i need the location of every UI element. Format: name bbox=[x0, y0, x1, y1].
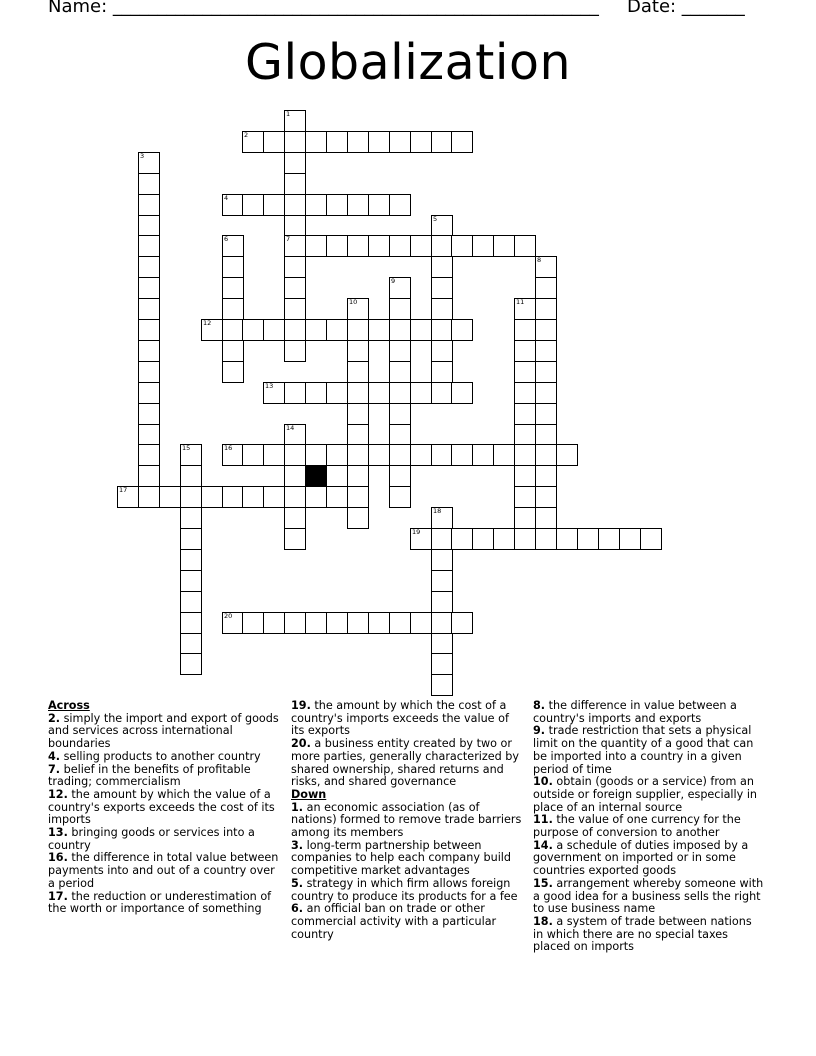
clue-number: 11 bbox=[516, 298, 525, 306]
grid-cell[interactable] bbox=[242, 486, 264, 508]
clue-number: 5 bbox=[433, 215, 438, 223]
grid-cell[interactable] bbox=[347, 444, 369, 466]
grid-cell[interactable] bbox=[138, 173, 160, 195]
puzzle-title: Globalization bbox=[244, 34, 572, 91]
clue-across-20: 20. a business entity created by two or more parties, generally characterized by shared ownership, shared returns and risks, and shared governance bbox=[291, 737, 520, 789]
grid-cell[interactable] bbox=[138, 444, 160, 466]
clue-number: 13 bbox=[265, 382, 274, 390]
grid-cell[interactable] bbox=[535, 403, 557, 425]
grid-cell[interactable] bbox=[535, 486, 557, 508]
grid-cell[interactable] bbox=[431, 298, 453, 320]
grid-cell[interactable] bbox=[431, 256, 453, 278]
grid-cell[interactable] bbox=[451, 382, 473, 404]
date-field: Date: _______ bbox=[627, 0, 745, 17]
clue-down-3: 3. long-term partnership between companies to help each company build competitive market advantages bbox=[291, 838, 512, 878]
grid-cell[interactable] bbox=[284, 298, 306, 320]
grid-cell[interactable] bbox=[389, 319, 411, 341]
grid-cell[interactable] bbox=[535, 507, 557, 529]
grid-cell[interactable] bbox=[347, 507, 369, 529]
grid-cell[interactable] bbox=[347, 298, 369, 320]
grid-cell[interactable] bbox=[514, 528, 536, 550]
clue-across-12: 12. the amount by which the value of a country's exports exceeds the cost of its imports bbox=[48, 787, 275, 827]
grid-cell[interactable] bbox=[201, 319, 223, 341]
grid-cell[interactable] bbox=[347, 612, 369, 634]
grid-cell[interactable] bbox=[535, 361, 557, 383]
grid-cell[interactable] bbox=[472, 528, 494, 550]
grid-cell[interactable] bbox=[389, 277, 411, 299]
grid-cell[interactable] bbox=[263, 194, 285, 216]
clue-across-4: 4. selling products to another country bbox=[48, 749, 261, 763]
grid-cell[interactable] bbox=[389, 340, 411, 362]
clue-across-19: 19. the amount by which the cost of a country's imports exceeds the value of its exports bbox=[291, 699, 509, 738]
grid-cell[interactable] bbox=[431, 444, 453, 466]
grid-cell[interactable] bbox=[242, 612, 264, 634]
grid-cell[interactable] bbox=[222, 298, 244, 320]
grid-cell[interactable] bbox=[514, 465, 536, 487]
grid-cell[interactable] bbox=[138, 298, 160, 320]
grid-cell[interactable] bbox=[242, 194, 264, 216]
grid-cell[interactable] bbox=[284, 444, 306, 466]
down-heading: Down bbox=[291, 787, 327, 801]
clue-down-10: 10. obtain (goods or a service) from an outside or foreign supplier, especially in place of an internal source bbox=[533, 775, 758, 814]
grid-cell[interactable] bbox=[431, 591, 453, 613]
grid-cell[interactable] bbox=[242, 131, 264, 153]
grid-cell[interactable] bbox=[284, 465, 306, 487]
grid-cell[interactable] bbox=[138, 235, 160, 257]
clue-number: 6 bbox=[224, 235, 229, 243]
clue-down-1: 1. an economic association (as of nations) formed to remove trade barriers among its members bbox=[291, 800, 522, 840]
grid-cell[interactable] bbox=[389, 194, 411, 216]
grid-cell[interactable] bbox=[138, 465, 160, 487]
clue-down-15: 15. arrangement whereby someone with a good idea for a business sells the right to use business name bbox=[533, 876, 764, 916]
grid-cell[interactable] bbox=[222, 361, 244, 383]
grid-cell[interactable] bbox=[514, 444, 536, 466]
grid-cell[interactable] bbox=[305, 131, 327, 153]
grid-cell[interactable] bbox=[326, 235, 348, 257]
grid-cell[interactable] bbox=[410, 444, 432, 466]
grid-cell[interactable] bbox=[431, 633, 453, 655]
clue-across-13: 13. bringing goods or services into a country bbox=[48, 826, 255, 852]
clue-down-9: 9. trade restriction that sets a physical limit on the quantity of a good that can be imported into a country in a given period of time bbox=[533, 724, 754, 776]
grid-cell[interactable] bbox=[305, 612, 327, 634]
grid-cell[interactable] bbox=[389, 298, 411, 320]
grid-cell[interactable] bbox=[263, 319, 285, 341]
grid-cell[interactable] bbox=[284, 256, 306, 278]
grid-cell[interactable] bbox=[347, 235, 369, 257]
grid-cell[interactable] bbox=[180, 486, 202, 508]
grid-cell[interactable] bbox=[159, 486, 181, 508]
grid-cell[interactable] bbox=[263, 131, 285, 153]
grid-cell[interactable] bbox=[347, 424, 369, 446]
clues-column-2 bbox=[291, 700, 523, 941]
grid-cell[interactable] bbox=[117, 486, 139, 508]
clues-column-3 bbox=[533, 700, 765, 954]
grid-cell[interactable] bbox=[347, 361, 369, 383]
clue-number: 16 bbox=[224, 444, 233, 452]
grid-cell[interactable] bbox=[368, 235, 390, 257]
grid-cell[interactable] bbox=[410, 382, 432, 404]
grid-cell[interactable] bbox=[222, 256, 244, 278]
grid-cell[interactable] bbox=[326, 612, 348, 634]
grid-cell[interactable] bbox=[305, 319, 327, 341]
clue-number: 7 bbox=[286, 235, 291, 243]
clue-number: 8 bbox=[537, 256, 542, 264]
grid-cell[interactable] bbox=[389, 382, 411, 404]
grid-cell[interactable] bbox=[222, 612, 244, 634]
grid-cell[interactable] bbox=[138, 403, 160, 425]
grid-cell[interactable] bbox=[451, 612, 473, 634]
grid-cell[interactable] bbox=[535, 340, 557, 362]
grid-cell[interactable] bbox=[556, 528, 578, 550]
grid-cell[interactable] bbox=[514, 486, 536, 508]
grid-cell[interactable] bbox=[347, 403, 369, 425]
grid-cell[interactable] bbox=[326, 486, 348, 508]
grid-cell[interactable] bbox=[431, 361, 453, 383]
grid-cell[interactable] bbox=[389, 424, 411, 446]
grid-cell[interactable] bbox=[389, 403, 411, 425]
clue-number: 12 bbox=[203, 319, 212, 327]
clue-down-8: 8. the difference in value between a country's imports and exports bbox=[533, 699, 737, 725]
grid-cell[interactable] bbox=[451, 235, 473, 257]
grid-cell[interactable] bbox=[389, 235, 411, 257]
grid-cell[interactable] bbox=[389, 361, 411, 383]
clue-number: 1 bbox=[286, 110, 291, 118]
grid-cell[interactable] bbox=[368, 444, 390, 466]
grid-cell[interactable] bbox=[284, 507, 306, 529]
grid-cell[interactable] bbox=[535, 424, 557, 446]
clue-number: 10 bbox=[349, 298, 358, 306]
grid-cell[interactable] bbox=[451, 528, 473, 550]
grid-cell[interactable] bbox=[577, 528, 599, 550]
grid-cell[interactable] bbox=[263, 486, 285, 508]
grid-cell[interactable] bbox=[138, 382, 160, 404]
grid-cell[interactable] bbox=[410, 612, 432, 634]
clues-column-1 bbox=[48, 700, 280, 916]
grid-cell[interactable] bbox=[326, 382, 348, 404]
grid-cell[interactable] bbox=[493, 528, 515, 550]
grid-cell[interactable] bbox=[284, 173, 306, 195]
grid-cell[interactable] bbox=[305, 382, 327, 404]
grid-cell[interactable] bbox=[347, 382, 369, 404]
grid-cell[interactable] bbox=[514, 319, 536, 341]
grid-cell[interactable] bbox=[368, 382, 390, 404]
grid-cell[interactable] bbox=[347, 340, 369, 362]
grid-cell[interactable] bbox=[431, 528, 453, 550]
clue-number: 15 bbox=[182, 444, 191, 452]
grid-cell[interactable] bbox=[451, 319, 473, 341]
grid-cell[interactable] bbox=[347, 131, 369, 153]
grid-cell[interactable] bbox=[431, 277, 453, 299]
grid-cell[interactable] bbox=[619, 528, 641, 550]
grid-cell[interactable] bbox=[535, 444, 557, 466]
grid-cell[interactable] bbox=[284, 194, 306, 216]
grid-cell[interactable] bbox=[410, 528, 432, 550]
grid-cell[interactable] bbox=[222, 277, 244, 299]
grid-cell[interactable] bbox=[222, 486, 244, 508]
grid-cell[interactable] bbox=[514, 403, 536, 425]
grid-cell[interactable] bbox=[535, 528, 557, 550]
grid-cell[interactable] bbox=[180, 549, 202, 571]
grid-cell[interactable] bbox=[410, 131, 432, 153]
grid-cell[interactable] bbox=[514, 382, 536, 404]
grid-cell[interactable] bbox=[368, 131, 390, 153]
grid-cell[interactable] bbox=[180, 612, 202, 634]
clue-number: 18 bbox=[433, 507, 442, 515]
clue-across-16: 16. the difference in total value between payments into and out of a country over a period bbox=[48, 851, 279, 890]
grid-cell[interactable] bbox=[263, 612, 285, 634]
clue-number: 3 bbox=[140, 152, 145, 160]
grid-cell[interactable] bbox=[514, 298, 536, 320]
clue-down-18: 18. a system of trade between nations in which there are no special taxes placed on imports bbox=[533, 914, 752, 954]
clue-number: 4 bbox=[224, 194, 229, 202]
clue-across-7: 7. belief in the benefits of profitable trading; commercialism bbox=[48, 762, 251, 789]
grid-cell[interactable] bbox=[305, 194, 327, 216]
grid-cell[interactable] bbox=[284, 382, 306, 404]
grid-cell[interactable] bbox=[347, 486, 369, 508]
grid-cell[interactable] bbox=[431, 215, 453, 237]
grid-cell[interactable] bbox=[180, 444, 202, 466]
grid-cell[interactable] bbox=[431, 674, 453, 696]
grid-cell[interactable] bbox=[472, 444, 494, 466]
grid-cell[interactable] bbox=[347, 194, 369, 216]
grid-cell[interactable] bbox=[138, 361, 160, 383]
grid-cell[interactable] bbox=[347, 465, 369, 487]
grid-cell[interactable] bbox=[284, 277, 306, 299]
grid-cell[interactable] bbox=[535, 277, 557, 299]
grid-cell[interactable] bbox=[138, 319, 160, 341]
grid-cell[interactable] bbox=[284, 319, 306, 341]
grid-cell[interactable] bbox=[368, 194, 390, 216]
grid-cell[interactable] bbox=[410, 235, 432, 257]
grid-cell[interactable] bbox=[389, 465, 411, 487]
grid-cell[interactable] bbox=[284, 110, 306, 132]
grid-cell[interactable] bbox=[535, 319, 557, 341]
grid-cell[interactable] bbox=[640, 528, 662, 550]
grid-cell[interactable] bbox=[180, 653, 202, 675]
grid-cell[interactable] bbox=[326, 131, 348, 153]
grid-cell[interactable] bbox=[284, 528, 306, 550]
grid-cell[interactable] bbox=[284, 235, 306, 257]
clue-number: 20 bbox=[224, 612, 233, 620]
grid-cell[interactable] bbox=[368, 319, 390, 341]
grid-cell[interactable] bbox=[431, 612, 453, 634]
grid-cell[interactable] bbox=[180, 633, 202, 655]
clue-across-17: 17. the reduction or underestimation of the worth or importance of something bbox=[48, 889, 272, 916]
grid-cell[interactable] bbox=[389, 486, 411, 508]
grid-cell[interactable] bbox=[431, 319, 453, 341]
clue-down-6: 6. an official ban on trade or other commercial activity with a particular country bbox=[291, 902, 497, 941]
grid-cell[interactable] bbox=[431, 549, 453, 571]
grid-cell[interactable] bbox=[242, 444, 264, 466]
grid-cell[interactable] bbox=[263, 382, 285, 404]
grid-cell[interactable] bbox=[431, 382, 453, 404]
grid-cell[interactable] bbox=[431, 340, 453, 362]
clue-down-14: 14. a schedule of duties imposed by a government on imported or in some countries exported goods bbox=[533, 838, 749, 878]
clue-number: 9 bbox=[391, 277, 396, 285]
grid-cell[interactable] bbox=[284, 152, 306, 174]
grid-cell[interactable] bbox=[514, 340, 536, 362]
grid-cell[interactable] bbox=[535, 382, 557, 404]
grid-cell[interactable] bbox=[305, 444, 327, 466]
grid-cell[interactable] bbox=[138, 340, 160, 362]
across-heading: Across bbox=[48, 699, 90, 712]
grid-cell[interactable] bbox=[598, 528, 620, 550]
grid-cell[interactable] bbox=[180, 570, 202, 592]
grid-cell[interactable] bbox=[222, 235, 244, 257]
grid-cell[interactable] bbox=[180, 528, 202, 550]
grid-cell[interactable] bbox=[431, 235, 453, 257]
black-square bbox=[305, 465, 327, 487]
grid-cell[interactable] bbox=[222, 319, 244, 341]
grid-cell[interactable] bbox=[326, 444, 348, 466]
clue-number: 2 bbox=[244, 131, 249, 139]
grid-cell[interactable] bbox=[138, 424, 160, 446]
grid-cell[interactable] bbox=[222, 340, 244, 362]
clue-number: 19 bbox=[412, 528, 421, 536]
clue-down-5: 5. strategy in which firm allows foreign country to produce its products for a fee bbox=[291, 876, 518, 903]
grid-cell[interactable] bbox=[284, 340, 306, 362]
grid-cell[interactable] bbox=[138, 152, 160, 174]
grid-cell[interactable] bbox=[222, 444, 244, 466]
grid-cell[interactable] bbox=[535, 256, 557, 278]
grid-cell[interactable] bbox=[368, 612, 390, 634]
grid-cell[interactable] bbox=[535, 298, 557, 320]
grid-cell[interactable] bbox=[138, 215, 160, 237]
grid-cell[interactable] bbox=[138, 486, 160, 508]
grid-cell[interactable] bbox=[389, 444, 411, 466]
grid-cell[interactable] bbox=[138, 194, 160, 216]
grid-cell[interactable] bbox=[535, 465, 557, 487]
grid-cell[interactable] bbox=[284, 486, 306, 508]
grid-cell[interactable] bbox=[326, 194, 348, 216]
grid-cell[interactable] bbox=[451, 444, 473, 466]
grid-cell[interactable] bbox=[389, 131, 411, 153]
grid-cell[interactable] bbox=[410, 319, 432, 341]
grid-cell[interactable] bbox=[180, 507, 202, 529]
grid-cell[interactable] bbox=[472, 235, 494, 257]
grid-cell[interactable] bbox=[514, 235, 536, 257]
grid-cell[interactable] bbox=[180, 591, 202, 613]
grid-cell[interactable] bbox=[222, 194, 244, 216]
grid-cell[interactable] bbox=[493, 235, 515, 257]
grid-cell[interactable] bbox=[431, 131, 453, 153]
grid-cell[interactable] bbox=[138, 277, 160, 299]
grid-cell[interactable] bbox=[284, 612, 306, 634]
grid-cell[interactable] bbox=[431, 507, 453, 529]
grid-cell[interactable] bbox=[431, 653, 453, 675]
name-field: Name: ______________________________________________________ bbox=[48, 0, 599, 17]
grid-cell[interactable] bbox=[451, 131, 473, 153]
grid-cell[interactable] bbox=[493, 444, 515, 466]
grid-cell[interactable] bbox=[138, 256, 160, 278]
grid-cell[interactable] bbox=[305, 235, 327, 257]
clue-number: 14 bbox=[286, 424, 295, 432]
grid-cell[interactable] bbox=[180, 465, 202, 487]
clue-down-11: 11. the value of one currency for the purpose of conversion to another bbox=[533, 813, 741, 840]
grid-cell[interactable] bbox=[284, 424, 306, 446]
grid-cell[interactable] bbox=[305, 486, 327, 508]
grid-cell[interactable] bbox=[514, 507, 536, 529]
clue-across-2: 2. simply the import and export of goods and services across international boundaries bbox=[48, 711, 279, 751]
grid-cell[interactable] bbox=[347, 319, 369, 341]
grid-cell[interactable] bbox=[284, 131, 306, 153]
grid-cell[interactable] bbox=[326, 319, 348, 341]
grid-cell[interactable] bbox=[242, 319, 264, 341]
clue-number: 17 bbox=[119, 486, 128, 494]
grid-cell[interactable] bbox=[514, 424, 536, 446]
grid-cell[interactable] bbox=[201, 486, 223, 508]
grid-cell[interactable] bbox=[284, 215, 306, 237]
grid-cell[interactable] bbox=[514, 361, 536, 383]
grid-cell[interactable] bbox=[556, 444, 578, 466]
grid-cell[interactable] bbox=[263, 444, 285, 466]
grid-cell[interactable] bbox=[389, 612, 411, 634]
grid-cell[interactable] bbox=[431, 570, 453, 592]
